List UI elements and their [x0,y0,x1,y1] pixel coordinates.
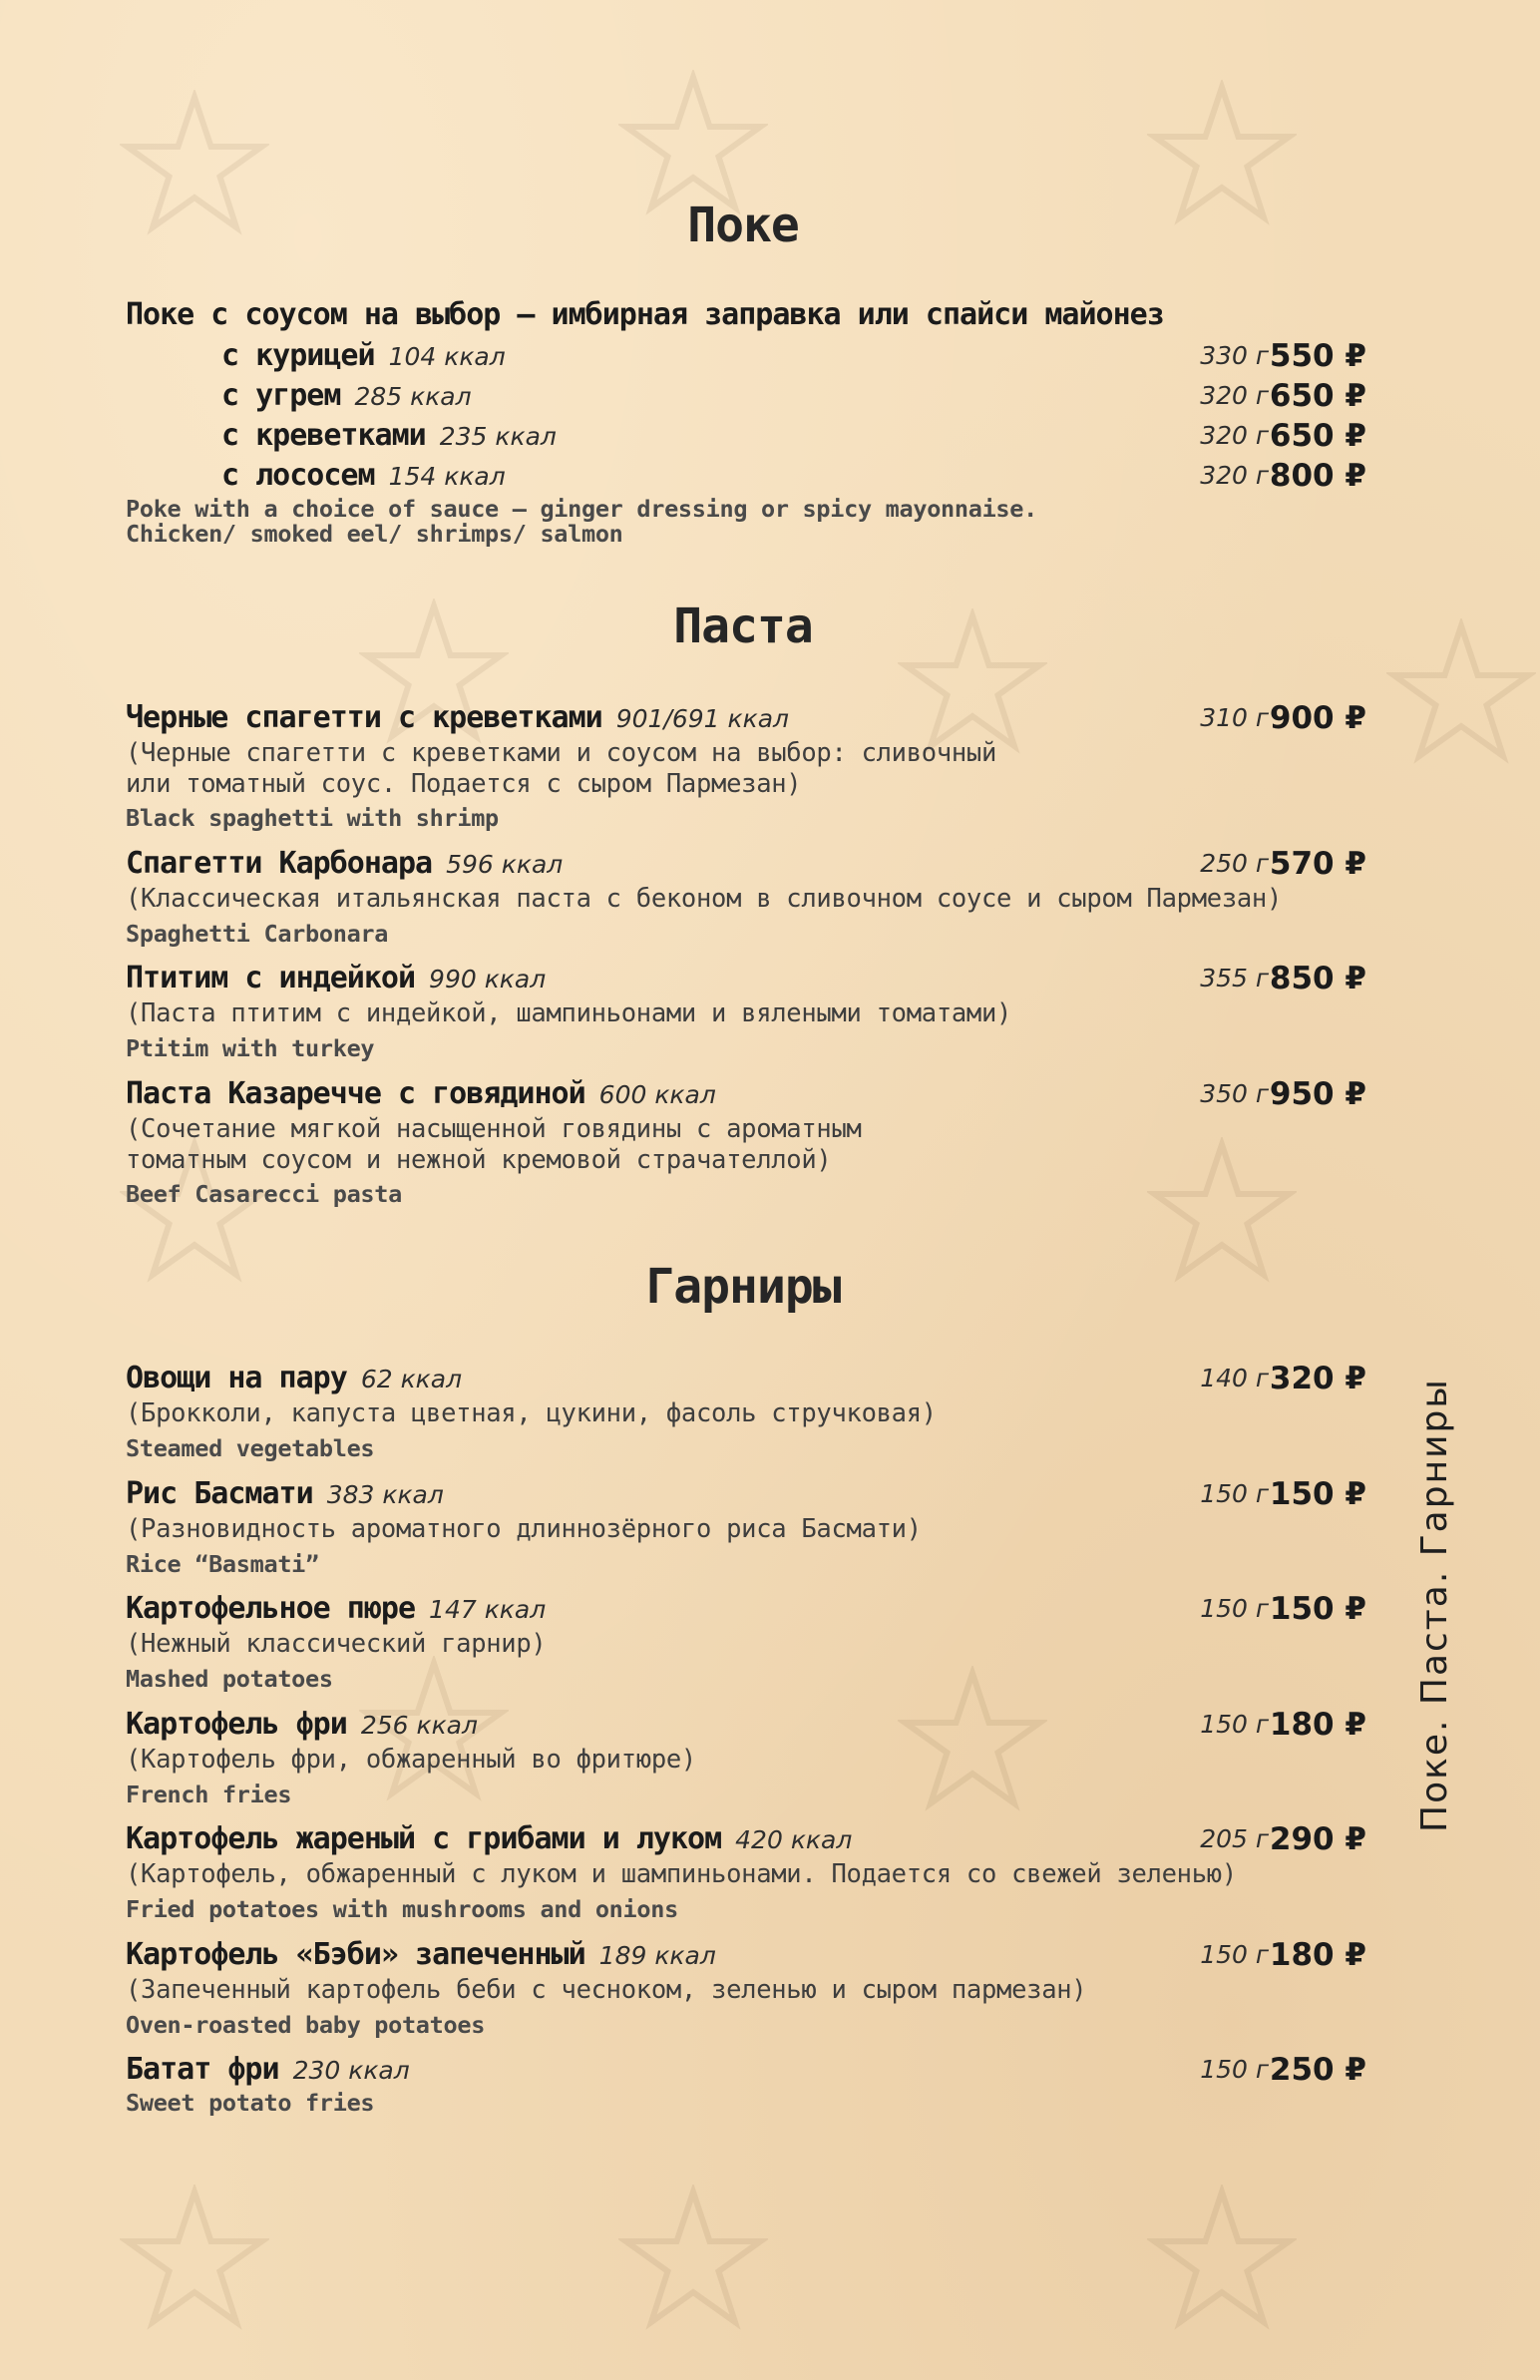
item-description: (Картофель, обжаренный с луком и шампиньонами. Подается со свежей зеленью) [126,1859,1237,1889]
menu-item-black-spaghetti [126,698,1366,738]
item-english: Mashed potatoes [126,1665,333,1693]
item-english: Ptitim with turkey [126,1034,375,1062]
item-name: Птитим с индейкой [126,961,416,995]
item-name: с угрем [221,378,341,413]
item-kcal: 596 ккал [446,850,564,879]
item-description: (Черные спагетти с креветками и соусом на выбор: сливочный или томатный соус. Подается с сыром Пармезан) [126,738,997,799]
item-name: Рис Басмати [126,1476,313,1511]
item-weight: 355 г [1200,964,1269,992]
item-english: French fries [126,1781,292,1808]
item-name: Черные спагетти с креветками [126,700,602,735]
section-title-sides: Гарниры [645,1259,841,1315]
menu-item-basmati [126,1474,1366,1514]
item-weight: 150 г [1200,1940,1269,1969]
item-kcal: 383 ккал [326,1480,444,1509]
item-price: 180 ₽ [1269,1937,1366,1973]
item-price: 150 ₽ [1269,1591,1366,1627]
item-kcal: 901/691 ккал [615,704,790,733]
item-english: Sweet potato fries [126,2089,375,2117]
item-name: Картофель жареный с грибами и луком [126,1821,722,1856]
menu-page: Поке Поке с соусом на выбор — имбирная заправка или спайси майонез с курицей 104 ккал 330 г 550 ₽ с угрем 285 ккал 320 г 650 ₽ с креветками 235 ккал 320 г 650 ₽ с лососем 154 ккал 320 г 800 ₽ Poke with a choice of sauce — ginger dressing or spicy mayonnaise. Chicken/ smoked eel/ shrimps/ salmon Паста Черные спагетти с креветками 901/691 ккал 310 г 900 ₽ (Черные спагетти с креветками и соусом на выбор: сливочный или томатный соус. Подается с сыром Пармезан) Black spaghetti with shrimp Спагетти Карбонара 596 ккал 250 г 570 ₽ (Классическая итальянская паста с беконом в сливочном соусе и сыром Пармезан) Spaghetti Carbonara Птитим с индейкой 990 ккал 355 г 850 ₽ (Паста птитим с индейкой, шампиньонами и вялеными томатами) Ptitim with turkey Паста Казаречче с говядиной 600 ккал 350 г 950 ₽ (Сочетание мягкой насыщенной говядины с ароматным томатным соусом и нежной кремовой страчателлой) Beef Casarecci pasta Гарниры Овощи на пару 62 ккал 140 г 320 ₽ (Брокколи, капуста цветная, цукини, фасоль стручковая) Steamed vegetables Рис Басмати 383 ккал 150 г 150 ₽ (Разновидность ароматного длиннозёрного риса Басмати) Rice “Basmati” Картофельное пюре 147 ккал 150 г 150 ₽ (Нежный классический гарнир) Mashed potatoes Картофель фри 256 ккал 150 г 180 ₽ (Картофель фри, обжаренный во фритюре) French fries Картофель жареный с грибами и луком 420 ккал 205 г 290 ₽ (Картофель, обжаренный с луком и шампиньонами. Подается со свежей зеленью) Fried potatoes with mushrooms and onions Картофель «Бэби» запеченный 189 ккал 150 г 180 ₽ (Запеченный картофель беби с чесноком, зеленью и сыром пармезан) Oven-roasted baby potatoes Батат фри 230 ккал 150 г 250 ₽ Sweet potato fries Поке. Паста. Гарниры [0,0,1540,2380]
section-title-pasta: Паста [673,598,813,654]
item-weight: 150 г [1200,1479,1269,1508]
item-weight: 150 г [1200,2055,1269,2084]
item-price: 800 ₽ [1269,458,1366,494]
poke-english: Poke with a choice of sauce — ginger dressing or spicy mayonnaise. Chicken/ smoked eel/ shrimps/ salmon [126,495,1037,548]
item-kcal: 235 ккал [439,422,557,451]
item-description: (Классическая итальянская паста с беконом в сливочном соусе и сыром Пармезан) [126,884,1283,914]
item-english: Spaghetti Carbonara [126,920,389,948]
menu-item-french-fries [126,1705,1366,1745]
item-weight: 150 г [1200,1594,1269,1623]
watermark-star-icon [120,2184,269,2334]
item-english: Black spaghetti with shrimp [126,804,499,832]
item-name: с креветками [221,418,426,453]
section-title-poke: Поке [687,198,799,253]
item-english: Fried potatoes with mushrooms and onions [126,1895,678,1923]
item-kcal: 62 ккал [360,1365,463,1393]
item-kcal: 147 ккал [429,1595,547,1624]
item-kcal: 600 ккал [598,1080,716,1109]
menu-item-poke-salmon [221,456,1366,496]
item-weight: 205 г [1200,1824,1269,1853]
item-kcal: 189 ккал [598,1941,716,1970]
item-price: 650 ₽ [1269,378,1366,414]
item-name: Картофель «Бэби» запеченный [126,1937,585,1972]
item-kcal: 230 ккал [292,2056,410,2085]
item-kcal: 990 ккал [429,965,547,993]
menu-item-carbonara [126,844,1366,884]
item-kcal: 420 ккал [735,1825,853,1854]
item-name: с курицей [221,338,375,373]
item-description: (Нежный классический гарнир) [126,1629,547,1659]
item-english: Rice “Basmati” [126,1550,319,1578]
item-kcal: 154 ккал [388,462,506,491]
item-price: 290 ₽ [1269,1821,1366,1857]
item-kcal: 104 ккал [388,342,506,371]
watermark-star-icon [1147,2184,1297,2334]
item-price: 320 ₽ [1269,1361,1366,1396]
item-price: 900 ₽ [1269,700,1366,736]
menu-item-steamed-vegetables [126,1359,1366,1398]
item-price: 650 ₽ [1269,418,1366,454]
item-price: 570 ₽ [1269,846,1366,882]
menu-item-poke-eel [221,376,1366,416]
item-weight: 330 г [1200,341,1269,370]
item-price: 250 ₽ [1269,2052,1366,2088]
item-weight: 350 г [1200,1079,1269,1108]
item-name: Картофельное пюре [126,1591,416,1626]
poke-intro-text: Поке с соусом на выбор — имбирная заправка или спайси майонез [126,297,1164,332]
item-name: Картофель фри [126,1707,347,1742]
item-description: (Паста птитим с индейкой, шампиньонами и вялеными томатами) [126,998,1012,1028]
item-weight: 320 г [1200,461,1269,490]
menu-item-baby-potatoes [126,1935,1366,1975]
menu-item-ptitim [126,959,1366,998]
item-description: (Запеченный картофель беби с чесноком, зеленью и сыром пармезан) [126,1975,1087,2005]
item-name: Батат фри [126,2052,279,2087]
item-name: с лососем [221,458,375,493]
item-description: (Сочетание мягкой насыщенной говядины с ароматным томатным соусом и нежной кремовой страчателлой) [126,1114,862,1175]
item-weight: 310 г [1200,703,1269,732]
item-price: 850 ₽ [1269,961,1366,996]
item-english: Oven-roasted baby potatoes [126,2011,486,2039]
item-price: 150 ₽ [1269,1476,1366,1512]
item-name: Паста Казаречче с говядиной [126,1076,585,1111]
poke-intro [126,295,1366,335]
item-price: 950 ₽ [1269,1076,1366,1112]
item-kcal: 256 ккал [360,1711,478,1740]
item-weight: 250 г [1200,849,1269,878]
item-name: Овощи на пару [126,1361,347,1395]
menu-item-sweet-potato-fries [126,2050,1366,2090]
item-kcal: 285 ккал [354,382,472,411]
menu-item-poke-chicken [221,336,1366,376]
item-english: Beef Casarecci pasta [126,1180,402,1208]
item-price: 180 ₽ [1269,1707,1366,1743]
item-description: (Брокколи, капуста цветная, цукини, фасоль стручковая) [126,1398,937,1428]
item-weight: 150 г [1200,1710,1269,1739]
watermark-star-icon [618,2184,768,2334]
item-description: (Картофель фри, обжаренный во фритюре) [126,1745,696,1775]
menu-item-casarecci [126,1074,1366,1114]
item-price: 550 ₽ [1269,338,1366,374]
item-weight: 320 г [1200,381,1269,410]
item-name: Спагетти Карбонара [126,846,433,881]
item-weight: 140 г [1200,1364,1269,1392]
item-weight: 320 г [1200,421,1269,450]
menu-item-mashed-potatoes [126,1589,1366,1629]
item-description: (Разновидность ароматного длиннозёрного риса Басмати) [126,1514,922,1544]
menu-item-poke-shrimp [221,416,1366,456]
menu-item-fried-potatoes [126,1819,1366,1859]
item-english: Steamed vegetables [126,1434,375,1462]
